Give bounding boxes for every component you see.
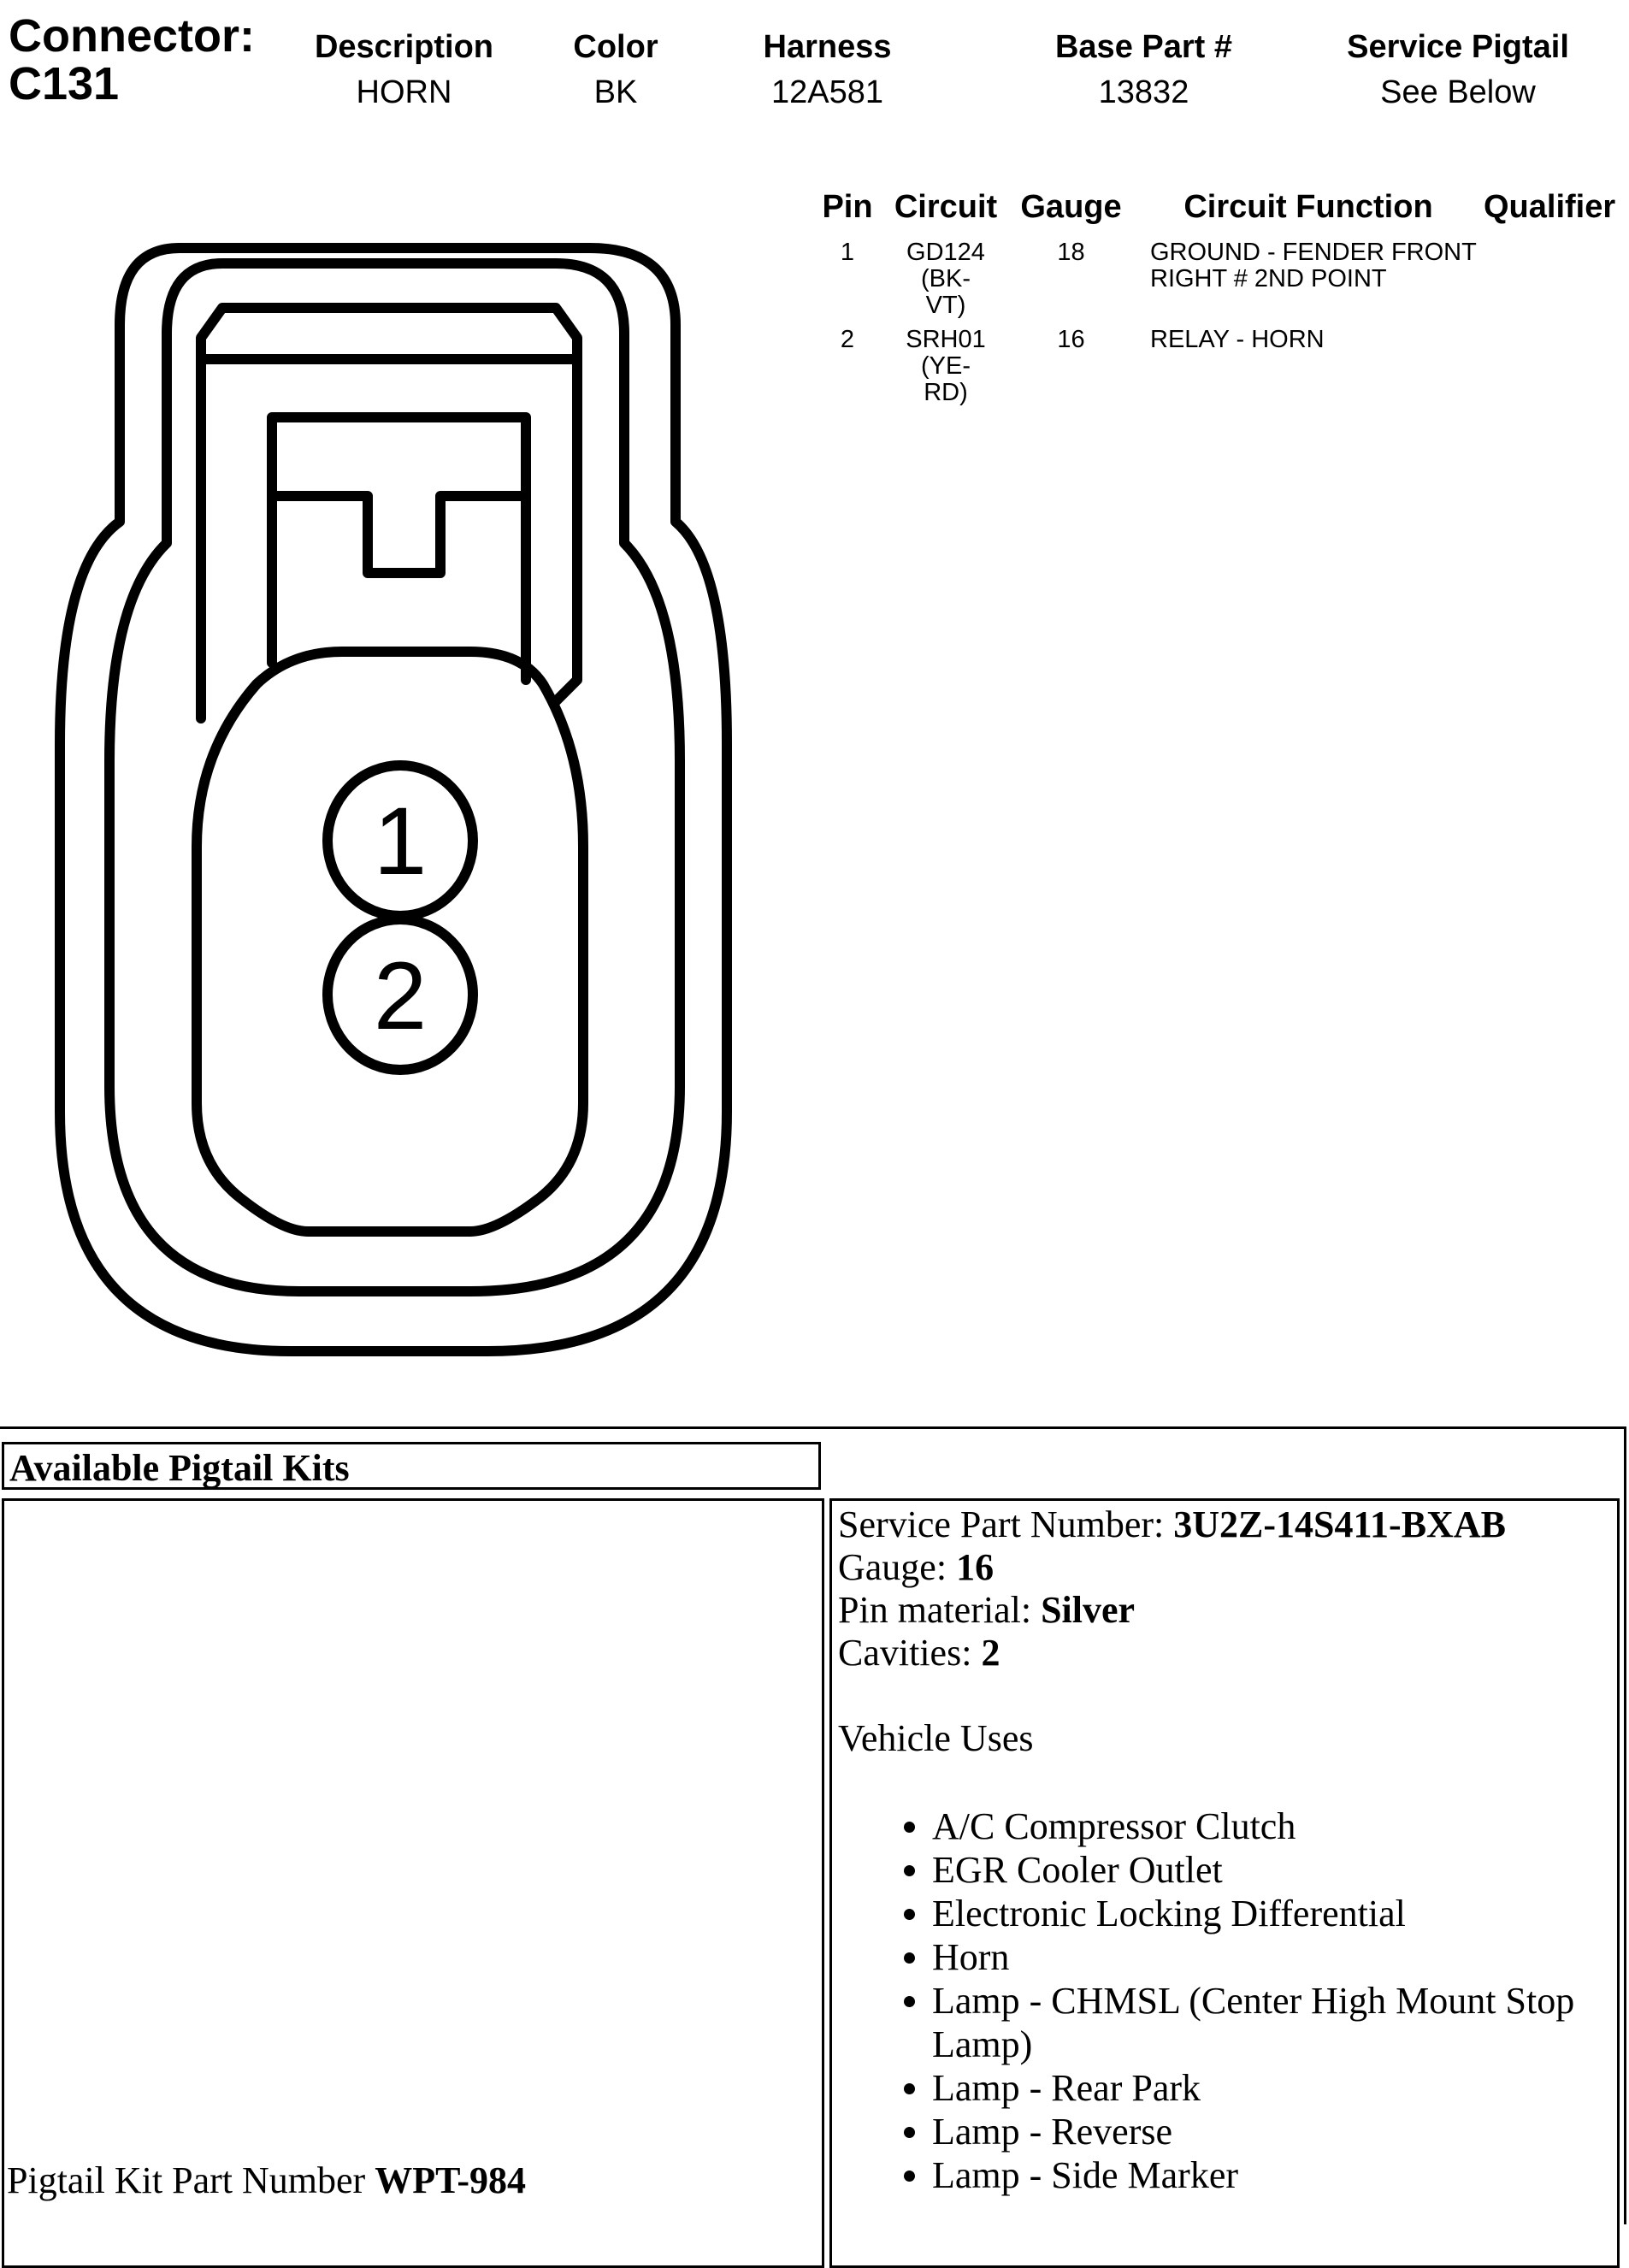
connector-title — [9, 12, 255, 108]
pigtail-kit-part — [7, 2159, 526, 2202]
cavities-label: Cavities: — [838, 1632, 982, 1674]
col-circuit: Circuit — [894, 188, 998, 225]
col-qualifier: Qualifier — [1484, 188, 1616, 225]
cavities-line — [838, 1632, 1000, 1674]
service-part-label: Service Part Number: — [838, 1503, 1174, 1545]
circuit-line: SRH01 (YE- — [906, 326, 986, 380]
service-pigtail-label: Service Pigtail — [1347, 29, 1569, 65]
service-part-value: 3U2Z-14S411-BXAB — [1173, 1503, 1506, 1545]
vehicle-uses-list — [838, 1804, 1616, 2197]
base-part-column — [1022, 26, 1266, 116]
connector-id: C131 — [9, 58, 120, 109]
service-pigtail-column — [1321, 26, 1595, 116]
function-cell — [1133, 319, 1484, 406]
col-circuit-function: Circuit Function — [1183, 188, 1433, 225]
base-part-label: Base Part # — [1054, 29, 1232, 65]
circuit-line: RD) — [924, 379, 968, 406]
color-label: Color — [573, 29, 658, 65]
circuit-line: VT) — [925, 292, 966, 319]
list-item: • Horn — [932, 1935, 1616, 1979]
col-pin: Pin — [822, 188, 873, 225]
description-value: HORN — [356, 74, 452, 110]
col-gauge: Gauge — [1020, 188, 1122, 225]
gauge-cell: 16 — [1057, 326, 1085, 353]
latch-tab — [272, 417, 526, 680]
list-item: • A/C Compressor Clutch — [932, 1804, 1616, 1848]
list-item: • Electronic Locking Differential — [932, 1892, 1616, 1935]
description-label: Description — [314, 29, 494, 65]
function-cell — [1133, 233, 1484, 319]
base-part-value: 13832 — [1098, 74, 1189, 110]
gauge-value: 16 — [956, 1546, 995, 1588]
harness-column — [731, 26, 924, 116]
pin-table — [812, 181, 1615, 406]
pin-2-label: 2 — [373, 942, 428, 1049]
pin-material-value: Silver — [1041, 1589, 1136, 1631]
circuit-cell — [882, 319, 1009, 406]
list-item: • Lamp - CHMSL (Center High Mount Stop Lamp) — [932, 1979, 1616, 2066]
pin-material-line — [838, 1589, 1135, 1632]
list-item: • Lamp - Side Marker — [932, 2153, 1616, 2197]
table-row — [812, 233, 1615, 319]
color-value: BK — [593, 74, 638, 110]
pigtail-header-box — [2, 1442, 821, 1490]
description-column — [295, 26, 513, 116]
function-line: GROUND - FENDER FRONT — [1150, 239, 1477, 266]
kit-number: WPT-984 — [375, 2159, 527, 2201]
list-item: • EGR Cooler Outlet — [932, 1848, 1616, 1892]
circuit-line: GD124 (BK- — [906, 239, 985, 292]
pin-1-label: 1 — [373, 788, 428, 895]
pin-table-header — [812, 181, 1615, 233]
harness-value: 12A581 — [770, 74, 883, 110]
cavities-value: 2 — [981, 1632, 1000, 1674]
gauge-cell: 18 — [1057, 239, 1085, 266]
vehicle-uses-label: Vehicle Uses — [838, 1717, 1034, 1759]
pin-material-label: Pin material: — [838, 1589, 1042, 1631]
kit-label: Pigtail Kit Part Number — [7, 2159, 375, 2201]
pin-field — [197, 652, 583, 1231]
pin-number: 1 — [840, 239, 855, 266]
list-item: • Lamp - Rear Park — [932, 2066, 1616, 2110]
qualifier-cell — [1484, 319, 1615, 406]
pigtail-header: Available Pigtail Kits — [9, 1447, 350, 1489]
service-part-line — [838, 1503, 1506, 1546]
connector-face-diagram — [43, 231, 753, 1368]
table-row — [812, 319, 1615, 406]
function-line: RIGHT # 2ND POINT — [1150, 265, 1387, 292]
service-pigtail-value: See Below — [1380, 74, 1536, 110]
qualifier-cell — [1484, 233, 1615, 319]
gauge-line — [838, 1546, 994, 1589]
pin-number: 2 — [840, 326, 855, 353]
harness-label: Harness — [763, 29, 892, 65]
connector-label: Connector: — [9, 10, 255, 62]
pigtail-image-box — [2, 1498, 824, 2268]
function-line: RELAY - HORN — [1150, 326, 1325, 353]
gauge-label: Gauge: — [838, 1546, 957, 1588]
list-item: • Lamp - Reverse — [932, 2110, 1616, 2153]
circuit-cell — [882, 233, 1009, 319]
color-column — [547, 26, 684, 116]
